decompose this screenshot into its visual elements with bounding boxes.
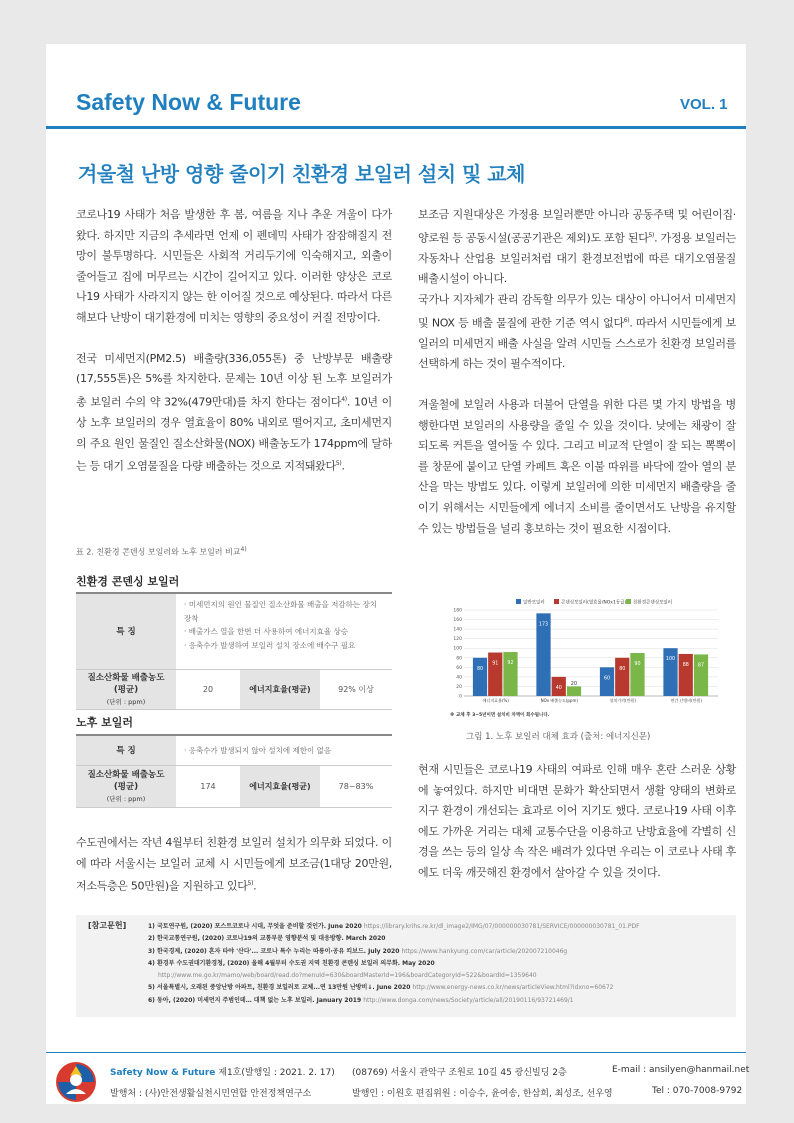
feature-list [176, 736, 392, 765]
feature-item: · 응축수가 발생하여 보일러 설치 장소에 배수구 필요 [184, 640, 356, 650]
footnote-marker: 5) [247, 880, 254, 888]
footnote-marker: 4) [240, 546, 247, 553]
y-tick-label: 60 [456, 665, 462, 671]
reference-text: 5) 서울특별시, 오래된 중앙난방 아파트, 친환경 보일러로 교체...연 13만원 난방비↓. June 2020 [148, 984, 413, 992]
legend-label: 일반보일러 [523, 600, 545, 606]
nox-label-text: 질소산화물 배출농도 (평균) [87, 672, 165, 695]
article-title: 겨울철 난방 영향 줄이기 친환경 보일러 설치 및 교체 [78, 162, 525, 186]
paragraph-text: . [253, 879, 257, 893]
legend-label: 친환경콘덴싱보일러 [633, 600, 673, 606]
bar [503, 652, 517, 696]
legend-swatch [554, 599, 559, 604]
unit-label: (단위 : ppm) [106, 697, 146, 706]
data-label: 92 [507, 661, 514, 667]
feature-item: · 배출가스 열을 한번 더 사용하여 에너지효율 상승 [184, 627, 348, 636]
paragraph [418, 205, 736, 290]
bar [615, 658, 629, 696]
nox-value: 174 [200, 782, 216, 791]
nox-label [76, 670, 176, 709]
feature-item: · 미세먼지의 원인 물질인 질소산화물 배출을 저감하는 장치 장착 [184, 600, 377, 623]
reference-text: 6) 동아, (2020) 미세먼지 주범인데… 대책 없는 노후 보일러. January 2019 [148, 996, 364, 1004]
caption-text: 표 2. 친환경 콘덴싱 보일러와 노후 보일러 비교 [76, 547, 241, 557]
table-row [76, 766, 392, 808]
paragraph-text: 보조금 지원대상은 가정용 보일러뿐만 아니라 공동주택 및 어린이집·양로원 등 공동시설(공공기관은 제외)도 포함 된다 [418, 208, 736, 245]
legend-swatch [516, 599, 521, 604]
bar [694, 654, 708, 696]
table-row [76, 736, 392, 766]
paragraph-text: . 따라서 시민들에게 보일러의 미세먼지 배출 사실을 알려 시민들 스스로가 친환경 보일러를 선택하게 하는 것이 필수적이다. [418, 316, 736, 371]
reference-item [148, 933, 728, 945]
data-label: 80 [476, 666, 484, 672]
left-column [76, 205, 392, 497]
y-tick-label: 140 [453, 627, 462, 633]
right-column [418, 205, 736, 559]
bar [567, 686, 581, 696]
efficiency-label: 에너지효율(평균) [240, 670, 320, 709]
reference-url[interactable]: http://www.donga.com/news/Society/article/all/20190116/93721469/1 [363, 996, 574, 1004]
y-tick-label: 40 [456, 675, 462, 681]
x-tick-label: 연간 난방비(만원) [670, 698, 702, 703]
organization-logo [54, 1060, 98, 1104]
footnote-marker: 4) [341, 395, 347, 403]
left-column-bottom [76, 833, 392, 897]
volume-label: VOL. 1 [680, 96, 728, 113]
reference-item [148, 982, 728, 994]
feature-list [176, 594, 392, 669]
paragraph [76, 833, 392, 897]
reference-text: 1) 국토연구원, (2020) 포스트코로나 시대, 무엇을 준비할 것인가. June 2020 [148, 923, 364, 930]
footer-editors: 발행인 : 이원호 편집위원 : 이승수, 윤여송, 한삼희, 최성조, 선우영 [352, 1089, 613, 1099]
x-tick-label: 설치가격(만원) [609, 698, 636, 703]
reference-url[interactable]: http://www.me.go.kr/mamo/web/board/read.do?menuId=630&boardMasterId=196&boardCategoryId=522&boardId=1359640 [158, 972, 537, 980]
bar [663, 648, 677, 696]
y-tick-label: 120 [453, 637, 462, 643]
bar [473, 658, 487, 696]
efficiency-label: 에너지효율(평균) [240, 766, 320, 807]
table-caption [76, 546, 247, 558]
reference-url[interactable]: https://www.hankyung.com/car/article/202007210046g [401, 947, 568, 955]
paragraph-text: . 10년 이상 노후 보일러의 경우 열효율이 80% 내외로 떨어지고, 초미세먼지의 주요 원인 물질인 질소산화물(NOX) 배출농도가 174ppm에 달하는 등 대기 오염물질을 다량 배출하는 것으로 지적돼왔다 [76, 395, 393, 473]
header-rule [46, 126, 746, 129]
feature-label: 특 징 [76, 736, 176, 765]
y-tick-label: 20 [456, 684, 462, 690]
paragraph: 겨울철에 보일러 사용과 더불어 단열을 위한 다른 몇 가지 방법을 병행한다면 보일러의 사용량을 줄일 수 있을 것이다. 낮에는 채광이 잘되도록 커튼을 열어둘 수 있다. 그리고 비교적 단열이 잘 되는 뽁뽁이를 창문에 붙이고 단열 카페트 혹은 이불 따위를 바닥에 깔아 열의 분산을 막는 방법도 있다. 이렇게 보일러에 의한 미세먼지 배출량을 줄이기 위해서는 시민들에게 에너지 소비를 줄이면서도 난방을 유지할 수 있는 방법들을 널리 홍보하는 것이 필요한 시점이다. [418, 398, 736, 535]
footnote-marker: 6) [623, 316, 630, 324]
reference-item [148, 921, 728, 933]
data-label: 100 [665, 657, 676, 663]
references-title: [참고문헌] [88, 921, 127, 930]
table-row [76, 594, 392, 670]
footnote-marker: 5) [648, 231, 655, 239]
old-boiler-table [76, 734, 392, 808]
data-label: 90 [634, 662, 641, 667]
legend-swatch [626, 599, 631, 604]
y-tick-label: 80 [456, 656, 462, 662]
y-tick-label: 0 [459, 694, 462, 700]
table-row [76, 670, 392, 710]
reference-text: 4) 환경부 수도권대기환경청, (2020) 올해 4월부터 수도권 지역 친환경 콘덴싱 보일러 의무화. May 2020 [148, 959, 435, 967]
right-column-bottom [418, 760, 736, 884]
bar [600, 667, 614, 696]
bar [488, 653, 502, 696]
y-tick-label: 100 [453, 646, 462, 652]
feature-label: 특 징 [76, 594, 176, 669]
paragraph-text: 수도권에서는 작년 4월부터 친환경 보일러 설치가 의무화 되었다. 이에 따라 서울시는 보일러 교체 시 시민들에게 보조금(1대당 20만원, 저소득층은 50만원)을 지원하고 있다 [76, 836, 392, 893]
reference-text: 3) 한국경제, (2020) 혼자 타야 '산다'... 코로나 특수 누리는 따릉이·공유 킥보드. July 2020 [148, 947, 402, 955]
figure-caption: 그림 1. 노후 보일러 대체 효과 (출처: 에너지신문) [466, 732, 651, 742]
footer-address: (08769) 서울시 관악구 조원로 10길 45 광신빌딩 2층 [352, 1068, 567, 1078]
eco-boiler-table [76, 592, 392, 710]
nox-label [76, 766, 176, 807]
data-label: 87 [697, 663, 705, 669]
bar [630, 653, 644, 696]
footer-brand-name: Safety Now & Future [110, 1068, 216, 1078]
paragraph-text: . 가정용 보일러는 자동차나 산업용 보일러처럼 대기 환경보전법에 따른 대기오염물질 배출시설이 아니다. [418, 231, 736, 286]
data-label: 91 [492, 661, 499, 667]
nox-value: 20 [202, 685, 214, 694]
footer-issue: 제1호(발행일 : 2021. 2. 17) [218, 1068, 335, 1078]
reference-item [148, 946, 728, 958]
reference-item [148, 995, 728, 1007]
efficiency-value: 92% 이상 [338, 685, 374, 694]
x-tick-label: 에너지효율(%) [482, 698, 509, 703]
paragraph-text: 코로나19 사태가 처음 발생한 후 봄, 여름을 지나 추운 겨울이 다가왔다. 하지만 지금의 추세라면 언제 이 펜데믹 사태가 잠잠해질지 전망이 불투명하다. 시민들은 사회적 거리두기에 익숙해지고, 외출이 줄어들고 집에 머무르는 시간이 길어지고 있다. 이러한 양상은 코로나19 사태가 사라지지 않는 한 이어질 것으로 예상된다. 따라서 다른 해보다 난방이 대기환경에 미치는 영향의 중요성이 커질 전망이다. [76, 208, 392, 324]
chart-note: ※ 교체 후 3~5년이면 설치비 차액이 회수됩니다. [450, 713, 550, 718]
footer-rule [46, 1052, 746, 1053]
newsletter-title: Safety Now & Future [76, 89, 301, 115]
old-boiler-heading: 노후 보일러 [76, 716, 133, 729]
reference-item [148, 970, 728, 982]
footer-tel: Tel : 070-7008-9792 [652, 1086, 743, 1096]
x-tick-label: NOx 배출농도(ppm) [540, 698, 578, 703]
references-list [148, 921, 728, 1007]
nox-label-text: 질소산화물 배출농도 (평균) [87, 769, 165, 792]
footnote-marker: 5) [335, 460, 342, 468]
efficiency-value: 78~83% [338, 782, 374, 791]
reference-item [148, 958, 728, 970]
boiler-comparison-chart [446, 596, 724, 722]
reference-url[interactable]: http://www.energy-news.co.kr/news/articleView.html?idxno=60672 [412, 984, 614, 992]
references-box [76, 915, 736, 1017]
paragraph: 현재 시민들은 코로나19 사태의 여파로 인해 매우 혼란 스러운 상황에 놓여있다. 하지만 비대면 문화가 확산되면서 생활 양태의 변화로 지구 환경이 개선되는 효과로 이어 지기도 했다. 코로나19 사태 이후에도 가까운 거리는 대체 교통수단을 이용하고 난방효율에 각별히 신경을 쓰는 등의 일상 속 작은 배려가 있다면 우리는 이 코로나 사태 후에도 더욱 깨끗해진 환경에서 살아갈 수 있을 것이다. [418, 763, 736, 879]
paragraph-text: 국가나 지자체가 관리 감독할 의무가 있는 대상이 아니어서 미세먼지 및 NOX 등 배출 물질에 관한 기준 역시 없다 [418, 293, 736, 330]
reference-text: 2) 한국교통연구원, (2020) 코로나19의 교통부문 영향분석 및 대응방향. March 2020 [148, 935, 386, 943]
eco-boiler-heading: 친환경 콘덴싱 보일러 [76, 575, 180, 588]
y-tick-label: 180 [453, 608, 462, 614]
footer-email: E-mail : ansilyen@hanmail.net [612, 1065, 750, 1075]
data-label: 60 [603, 676, 611, 682]
paragraph-text: 전국 미세먼지(PM2.5) 배출량(336,055톤) 중 난방부문 배출량(17,555톤)은 5%를 차지한다. 문제는 10년 이상 된 노후 보일러가 총 보일러 수의 약 32%(479만대)를 차지 한다는 점이다 [76, 351, 392, 409]
footer-brand [110, 1065, 335, 1078]
data-label: 173 [538, 622, 549, 628]
reference-url[interactable]: https://library.krihs.re.kr/dl_image2/IMG/07/000000030781/SERVICE/000000030781_01.PDF [363, 923, 640, 930]
y-tick-label: 160 [453, 618, 462, 624]
data-label: 40 [555, 685, 562, 691]
data-label: 88 [682, 662, 689, 668]
paragraph-text: . [341, 459, 345, 473]
paragraph [76, 205, 392, 329]
data-label: 80 [619, 666, 626, 672]
data-label: 20 [570, 681, 578, 687]
feature-item: · 응축수가 발생되지 않아 설치에 제한이 없음 [184, 745, 332, 755]
bar [679, 654, 693, 696]
unit-label: (단위 : ppm) [106, 794, 146, 803]
footer-publisher: 발행처 : (사)안전생활실천시민연합 안전정책연구소 [110, 1089, 312, 1099]
legend-label: 콘덴싱보일러(열효율/NOx1등급) [561, 600, 627, 606]
paragraph [418, 290, 736, 375]
paragraph [76, 349, 392, 478]
